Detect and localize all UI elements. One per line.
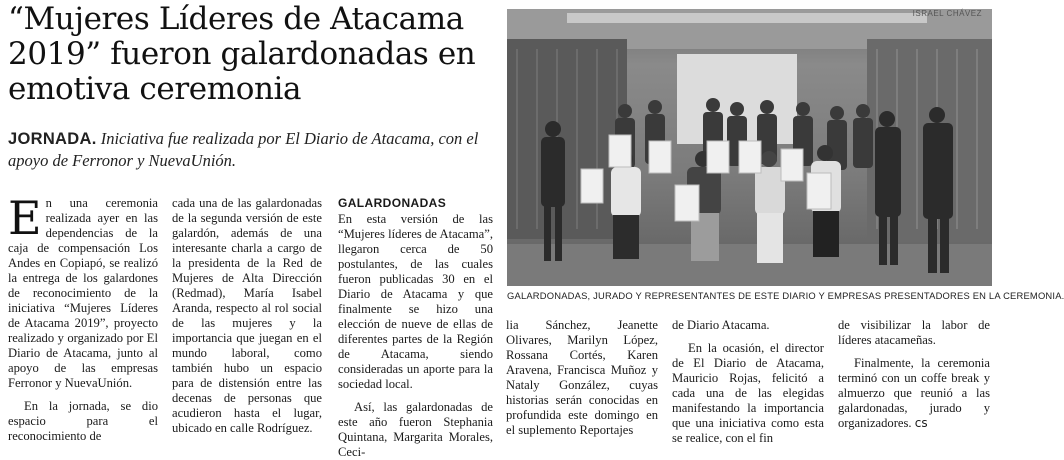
end-mark: cs — [914, 416, 928, 430]
deck — [8, 128, 498, 171]
paragraph: Así, las galardonadas de este año fueron Stephania Quintana, Margarita Morales, Ceci- — [338, 400, 493, 459]
paragraph: Finalmente, la ceremonia terminó con un coffe break y almuerzo que reunió a las galardonadas, jurado y organizadores. cs — [838, 356, 990, 430]
body-column-1 — [8, 191, 158, 444]
paragraph: de Diario Atacama. — [672, 318, 770, 332]
ceremony-photo — [507, 9, 992, 286]
photo-credit: ISRAEL CHÁVEZ — [912, 9, 982, 18]
paragraph: cada una de las galardonadas de la segunda versión de este galardón, además de una interesante charla a cargo de la presidenta de la Red de Mujeres de Alta Dirección (Redmad), María Isabel Aranda, respecto al rol social de las mujeres y la importancia que juegan en el mundo laboral, como también hubo un espacio para de distensión entre las decenas de personas que acudieron hasta el lugar, ubicado en calle Rodríguez. — [172, 196, 322, 435]
subhead: GALARDONADAS — [338, 196, 447, 210]
kicker: JORNADA. — [8, 130, 97, 148]
headline: “Mujeres Líderes de Atacama 2019” fueron galardonadas en emotiva ceremonia — [8, 1, 476, 107]
body-column-3 — [338, 196, 493, 460]
paragraph: En la jornada, se dio espacio para el reconocimiento de — [8, 399, 158, 443]
paragraph: lia Sánchez, Jeanette Olivares, Marilyn López, Rossana Cortés, Karen Aravena, Francisca Muñoz y Nataly González, cuyas historias serán conocidas en profundida este domingo en el suplemento Reportajes — [506, 318, 658, 437]
body-column-6 — [838, 318, 990, 431]
paragraph: En esta versión de las “Mujeres líderes de Atacama”, llegaron cerca de 50 postulantes, de las cuales fueron publicadas 30 en el Diario de Atacama y que finalmente se hizo una elección de nueve de ellas de diferentes partes de la Región de Atacama, siendo consideradas un aporte para la sociedad local. — [338, 212, 493, 391]
body-column-2 — [172, 196, 322, 436]
deck-text: Iniciativa fue realizada por El Diario de Atacama, con el apoyo de Ferronor y NuevaUnión. — [8, 129, 479, 170]
paragraph: En la ocasión, el director de El Diario de Atacama, Mauricio Rojas, felicitó a cada una de las elegidas manifestando la importancia que una iniciativa como esta se realice, con el fin — [672, 341, 824, 445]
drop-cap: E — [8, 191, 42, 245]
ceremony-photo-illustration — [507, 9, 992, 286]
body-column-4 — [506, 318, 658, 438]
body-column-5 — [672, 318, 824, 446]
paragraph: de visibilizar la labor de líderes atacameñas. — [838, 318, 990, 347]
photo-caption: GALARDONADAS, JURADO Y REPRESENTANTES DE ESTE DIARIO Y EMPRESAS PRESENTADORES EN LA CEREMONIA. — [507, 290, 1064, 301]
paragraph: En una ceremonia realizada ayer en las dependencias de la caja de compensación Los Andes en Copiapó, se realizó la entrega de los galardones de reconocimiento de la iniciativa “Mujeres Líderes de Atacama 2019”, proyecto realizado y organizado por El Diario de Atacama, junto al apoyo de las empresas Ferronor y NuevaUnión. — [8, 191, 158, 390]
